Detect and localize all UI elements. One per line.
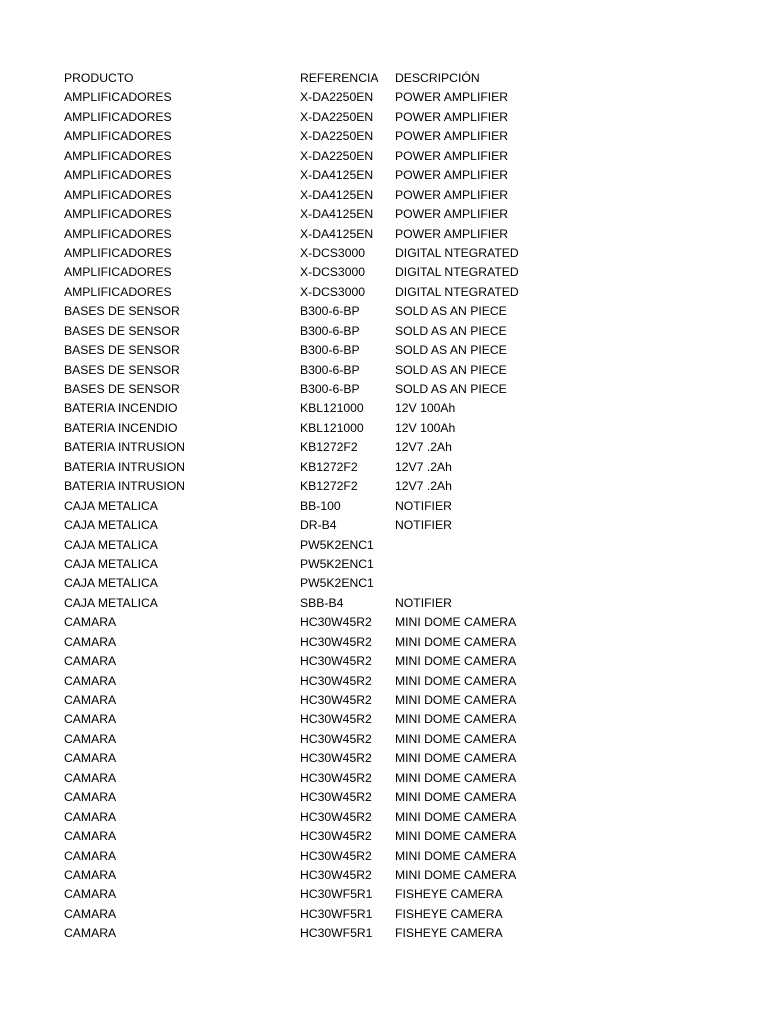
descripcion-cell: NOTIFIER — [395, 595, 452, 610]
descripcion-cell: SOLD AS AN PIECE — [395, 343, 507, 358]
producto-cell: CAJA METALICA — [64, 498, 158, 513]
producto-cell: AMPLIFICADORES — [64, 109, 172, 124]
descripcion-cell — [395, 574, 695, 593]
referencia-cell: HC30W45R2 — [300, 770, 372, 785]
referencia-cell: SBB-B4 — [300, 595, 344, 610]
referencia-cell: HC30W45R2 — [300, 751, 372, 766]
descripcion-cell: POWER AMPLIFIER — [395, 187, 509, 202]
table-row — [64, 225, 724, 244]
table-row — [64, 302, 724, 321]
descripcion-cell: MINI DOME CAMERA — [395, 673, 517, 688]
table-row — [64, 438, 724, 457]
referencia-cell: HC30W45R2 — [300, 712, 372, 727]
referencia-cell: PW5K2ENC1 — [300, 576, 374, 591]
referencia-cell: X-DCS3000 — [300, 265, 366, 280]
descripcion-cell: 12V7 .2Ah — [395, 440, 452, 455]
producto-cell: CAMARA — [64, 634, 117, 649]
referencia-cell: X-DCS3000 — [300, 284, 366, 299]
table-row — [64, 419, 724, 438]
referencia-cell: X-DA2250EN — [300, 90, 374, 105]
table-row — [64, 691, 724, 710]
table-row — [64, 633, 724, 652]
referencia-cell: X-DA2250EN — [300, 109, 374, 124]
descripcion-cell: 12V7 .2Ah — [395, 479, 452, 494]
producto-cell: CAMARA — [64, 615, 117, 630]
producto-cell: AMPLIFICADORES — [64, 129, 172, 144]
producto-cell: CAMARA — [64, 693, 117, 707]
table-row — [64, 108, 724, 127]
descripcion-cell: POWER AMPLIFIER — [395, 129, 509, 144]
table-row — [64, 283, 724, 302]
referencia-cell: KB1272F2 — [300, 479, 358, 494]
producto-cell: CAMARA — [64, 770, 117, 785]
descripcion-cell: POWER AMPLIFIER — [395, 148, 509, 163]
table-row — [64, 847, 724, 866]
descripcion-cell: NOTIFIER — [395, 498, 452, 513]
producto-cell: CAMARA — [64, 673, 117, 688]
producto-cell: CAMARA — [64, 654, 117, 669]
producto-cell: CAMARA — [64, 790, 117, 805]
producto-cell: CAMARA — [64, 906, 117, 921]
referencia-cell: HC30W45R2 — [300, 731, 372, 746]
referencia-cell: HC30W45R2 — [300, 615, 372, 630]
table-row — [64, 361, 724, 380]
descripcion-cell: MINI DOME CAMERA — [395, 654, 517, 669]
descripcion-cell: 12V7 .2Ah — [395, 459, 452, 474]
referencia-cell: PW5K2ENC1 — [300, 556, 374, 571]
referencia-cell: HC30W45R2 — [300, 867, 372, 882]
producto-cell: BASES DE SENSOR — [64, 323, 180, 338]
referencia-cell: KBL121000 — [300, 401, 364, 416]
referencia-cell: KBL121000 — [300, 420, 364, 435]
descripcion-cell: POWER AMPLIFIER — [395, 168, 509, 183]
referencia-cell: HC30WF5R1 — [300, 926, 373, 941]
referencia-cell: HC30W45R2 — [300, 809, 372, 824]
producto-cell: BATERIA INCENDIO — [64, 420, 178, 435]
producto-cell: CAJA METALICA — [64, 595, 158, 610]
table-row — [64, 380, 724, 399]
producto-cell: BATERIA INTRUSION — [64, 479, 185, 494]
producto-cell: CAMARA — [64, 867, 117, 882]
referencia-cell: B300-6-BP — [300, 323, 360, 338]
table-body — [64, 88, 724, 943]
descripcion-cell: SOLD AS AN PIECE — [395, 323, 507, 338]
producto-cell: AMPLIFICADORES — [64, 148, 172, 163]
referencia-cell: HC30W45R2 — [300, 634, 372, 649]
descripcion-cell: DIGITAL NTEGRATED — [395, 265, 519, 280]
header-referencia: REFERENCIA — [300, 71, 379, 85]
descripcion-cell: SOLD AS AN PIECE — [395, 304, 507, 319]
referencia-cell: B300-6-BP — [300, 382, 360, 396]
producto-cell: AMPLIFICADORES — [64, 90, 172, 105]
producto-cell: CAJA METALICA — [64, 537, 158, 552]
referencia-cell: B300-6-BP — [300, 304, 360, 319]
referencia-cell: B300-6-BP — [300, 343, 360, 358]
referencia-cell: DR-B4 — [300, 518, 337, 533]
producto-cell: BASES DE SENSOR — [64, 382, 180, 396]
producto-cell: CAJA METALICA — [64, 556, 158, 571]
table-row — [64, 88, 724, 107]
table-row — [64, 613, 724, 632]
descripcion-cell: POWER AMPLIFIER — [395, 109, 509, 124]
referencia-cell: HC30W45R2 — [300, 693, 372, 707]
table-row — [64, 808, 724, 827]
descripcion-cell: MINI DOME CAMERA — [395, 770, 517, 785]
producto-cell: CAMARA — [64, 848, 117, 863]
producto-cell: AMPLIFICADORES — [64, 265, 172, 280]
referencia-cell: HC30W45R2 — [300, 848, 372, 863]
descripcion-cell: MINI DOME CAMERA — [395, 751, 517, 766]
producto-cell: AMPLIFICADORES — [64, 168, 172, 183]
table-row — [64, 788, 724, 807]
descripcion-cell: POWER AMPLIFIER — [395, 90, 509, 105]
table-row — [64, 672, 724, 691]
descripcion-cell: MINI DOME CAMERA — [395, 731, 517, 746]
producto-cell: CAMARA — [64, 751, 117, 766]
product-table — [64, 69, 724, 944]
descripcion-cell: DIGITAL NTEGRATED — [395, 245, 519, 260]
table-row — [64, 399, 724, 418]
table-row — [64, 458, 724, 477]
referencia-cell: X-DA4125EN — [300, 207, 374, 222]
producto-cell: CAJA METALICA — [64, 518, 158, 533]
producto-cell: CAMARA — [64, 887, 117, 902]
table-row — [64, 186, 724, 205]
descripcion-cell: 12V 100Ah — [395, 420, 456, 435]
referencia-cell: HC30WF5R1 — [300, 906, 373, 921]
descripcion-cell: MINI DOME CAMERA — [395, 829, 517, 844]
producto-cell: AMPLIFICADORES — [64, 284, 172, 299]
table-header-row — [64, 69, 724, 88]
descripcion-cell: MINI DOME CAMERA — [395, 693, 517, 707]
descripcion-cell: FISHEYE CAMERA — [395, 926, 503, 941]
producto-cell: BASES DE SENSOR — [64, 362, 180, 377]
referencia-cell: X-DCS3000 — [300, 245, 366, 260]
referencia-cell: X-DA4125EN — [300, 187, 374, 202]
descripcion-cell — [395, 536, 695, 555]
referencia-cell: X-DA2250EN — [300, 148, 374, 163]
referencia-cell: KB1272F2 — [300, 459, 358, 474]
descripcion-cell: MINI DOME CAMERA — [395, 615, 517, 630]
descripcion-cell: MINI DOME CAMERA — [395, 712, 517, 727]
table-row — [64, 769, 724, 788]
table-row — [64, 147, 724, 166]
referencia-cell: BB-100 — [300, 498, 341, 513]
table-row — [64, 536, 724, 555]
table-row — [64, 555, 724, 574]
referencia-cell: HC30W45R2 — [300, 654, 372, 669]
table-row — [64, 127, 724, 146]
table-row — [64, 594, 724, 613]
header-producto: PRODUCTO — [64, 71, 134, 85]
descripcion-cell: MINI DOME CAMERA — [395, 790, 517, 805]
referencia-cell: HC30W45R2 — [300, 673, 372, 688]
table-row — [64, 574, 724, 593]
descripcion-cell: POWER AMPLIFIER — [395, 226, 509, 241]
table-row — [64, 166, 724, 185]
table-row — [64, 749, 724, 768]
producto-cell: AMPLIFICADORES — [64, 226, 172, 241]
producto-cell: CAMARA — [64, 731, 117, 746]
table-row — [64, 710, 724, 729]
producto-cell: AMPLIFICADORES — [64, 207, 172, 222]
producto-cell: BASES DE SENSOR — [64, 343, 180, 358]
producto-cell: AMPLIFICADORES — [64, 187, 172, 202]
producto-cell: CAMARA — [64, 926, 117, 941]
table-row — [64, 652, 724, 671]
descripcion-cell: SOLD AS AN PIECE — [395, 382, 507, 396]
producto-cell: BASES DE SENSOR — [64, 304, 180, 319]
table-row — [64, 866, 724, 885]
table-row — [64, 322, 724, 341]
referencia-cell: X-DA4125EN — [300, 168, 374, 183]
descripcion-cell: MINI DOME CAMERA — [395, 809, 517, 824]
descripcion-cell: POWER AMPLIFIER — [395, 207, 509, 222]
producto-cell: CAJA METALICA — [64, 576, 158, 591]
producto-cell: BATERIA INTRUSION — [64, 459, 185, 474]
descripcion-cell: FISHEYE CAMERA — [395, 906, 503, 921]
descripcion-cell — [395, 555, 695, 574]
header-descripcion: DESCRIPCIÓN — [395, 71, 480, 85]
descripcion-cell: DIGITAL NTEGRATED — [395, 284, 519, 299]
referencia-cell: B300-6-BP — [300, 362, 360, 377]
referencia-cell: KB1272F2 — [300, 440, 358, 455]
referencia-cell: HC30W45R2 — [300, 829, 372, 844]
table-row — [64, 341, 724, 360]
producto-cell: BATERIA INCENDIO — [64, 401, 178, 416]
referencia-cell: HC30W45R2 — [300, 790, 372, 805]
referencia-cell: X-DA2250EN — [300, 129, 374, 144]
descripcion-cell: FISHEYE CAMERA — [395, 887, 503, 902]
table-row — [64, 827, 724, 846]
table-row — [64, 730, 724, 749]
producto-cell: CAMARA — [64, 712, 117, 727]
referencia-cell: X-DA4125EN — [300, 226, 374, 241]
referencia-cell: PW5K2ENC1 — [300, 537, 374, 552]
table-row — [64, 924, 724, 943]
referencia-cell: HC30WF5R1 — [300, 887, 373, 902]
descripcion-cell: MINI DOME CAMERA — [395, 848, 517, 863]
table-row — [64, 477, 724, 496]
table-row — [64, 205, 724, 224]
descripcion-cell: MINI DOME CAMERA — [395, 634, 517, 649]
table-row — [64, 516, 724, 535]
table-row — [64, 885, 724, 904]
descripcion-cell: 12V 100Ah — [395, 401, 456, 416]
table-row — [64, 263, 724, 282]
producto-cell: BATERIA INTRUSION — [64, 440, 185, 455]
descripcion-cell: NOTIFIER — [395, 518, 452, 533]
table-row — [64, 497, 724, 516]
producto-cell: CAMARA — [64, 809, 117, 824]
table-row — [64, 905, 724, 924]
descripcion-cell: MINI DOME CAMERA — [395, 867, 517, 882]
producto-cell: AMPLIFICADORES — [64, 245, 172, 260]
descripcion-cell: SOLD AS AN PIECE — [395, 362, 507, 377]
producto-cell: CAMARA — [64, 829, 117, 844]
table-row — [64, 244, 724, 263]
